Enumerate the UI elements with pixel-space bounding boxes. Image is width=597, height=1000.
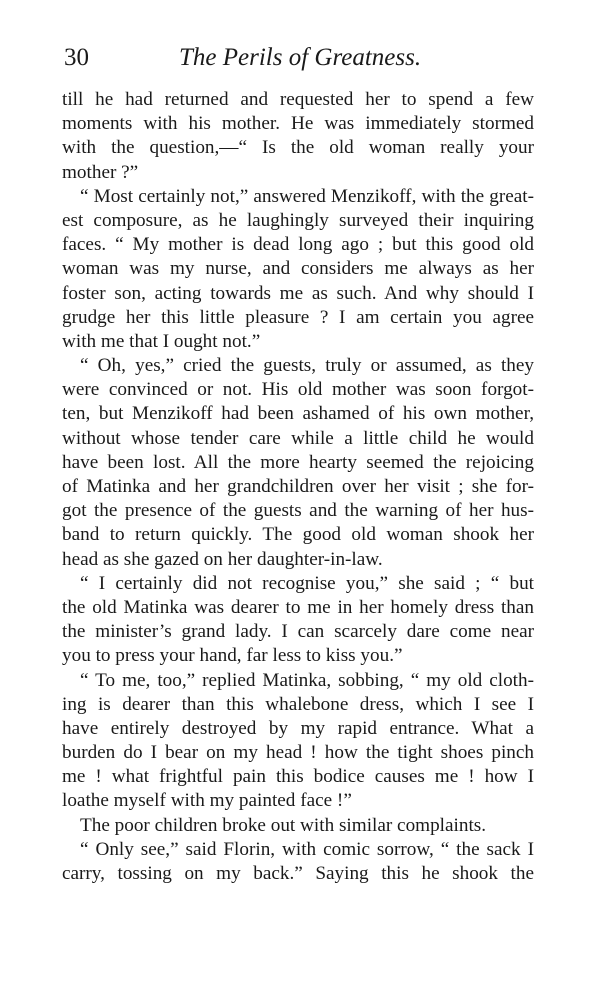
text-line: loathe myself with my painted face !” (62, 790, 352, 812)
text-line: without whose tender care while a little child he would (62, 427, 534, 449)
text-line: grudge her this little pleasure ? I am certain you agree (62, 306, 534, 328)
text-line: till he had returned and requested her to spend a few (62, 89, 534, 110)
text-line: “ To me, too,” replied Matinka, sobbing, “ my old cloth- (80, 669, 534, 691)
page-header (64, 44, 534, 78)
text-line: “ Most certainly not,” answered Menzikoff, with the great- (80, 185, 534, 207)
text-line: got the presence of the guests and the warning of her hus- (62, 500, 534, 522)
text-line: “ Only see,” said Florin, with comic sorrow, “ the sack I (80, 838, 534, 860)
text-line: est composure, as he laughingly surveyed their inquiring (62, 209, 534, 231)
text-line: of Matinka and her grandchildren over her visit ; she for- (62, 476, 534, 497)
text-line: moments with his mother. He was immediately stormed (62, 113, 534, 135)
text-line: The poor children broke out with similar complaints. (80, 814, 487, 836)
text-line: ten, but Menzikoff had been ashamed of his own mother, (62, 403, 534, 425)
text-line: have entirely destroyed by my rapid entrance. What a (62, 717, 534, 739)
text-line: with me that I ought not.” (62, 330, 261, 352)
text-line: the minister’s grand lady. I can scarcely dare come near (62, 621, 534, 643)
text-line: “ Oh, yes,” cried the guests, truly or assumed, as they (80, 355, 534, 377)
text-line: mother ?” (62, 161, 139, 183)
text-line: “ I certainly did not recognise you,” she said ; “ but (80, 572, 534, 594)
page-number: 30 (64, 44, 89, 71)
text-line: with the question,—“ Is the old woman really your (62, 137, 534, 159)
body-text (62, 88, 534, 886)
text-line: you to press your hand, far less to kiss you.” (62, 645, 403, 667)
text-line: woman was my nurse, and considers me always as her (62, 258, 534, 280)
text-line: ing is dearer than this whalebone dress, which I see I (62, 693, 534, 715)
text-line: were convinced or not. His old mother was soon forgot- (62, 379, 534, 401)
text-line: faces. “ My mother is dead long ago ; but this good old (62, 234, 534, 256)
text-line: me ! what frightful pain this bodice causes me ! how I (62, 766, 534, 788)
text-line: burden do I bear on my head ! how the tight shoes pinch (62, 742, 534, 764)
text-line: band to return quickly. The good old woman shook her (62, 524, 534, 546)
text-line: head as she gazed on her daughter-in-law. (62, 548, 383, 570)
text-line: the old Matinka was dearer to me in her homely dress than (62, 596, 534, 618)
running-title: The Perils of Greatness. (179, 44, 422, 71)
text-line: foster son, acting towards me as such. And why should I (62, 282, 534, 304)
text-line: have been lost. All the more hearty seemed the rejoicing (62, 451, 534, 473)
text-line: carry, tossing on my back.” Saying this he shook the (62, 863, 534, 884)
